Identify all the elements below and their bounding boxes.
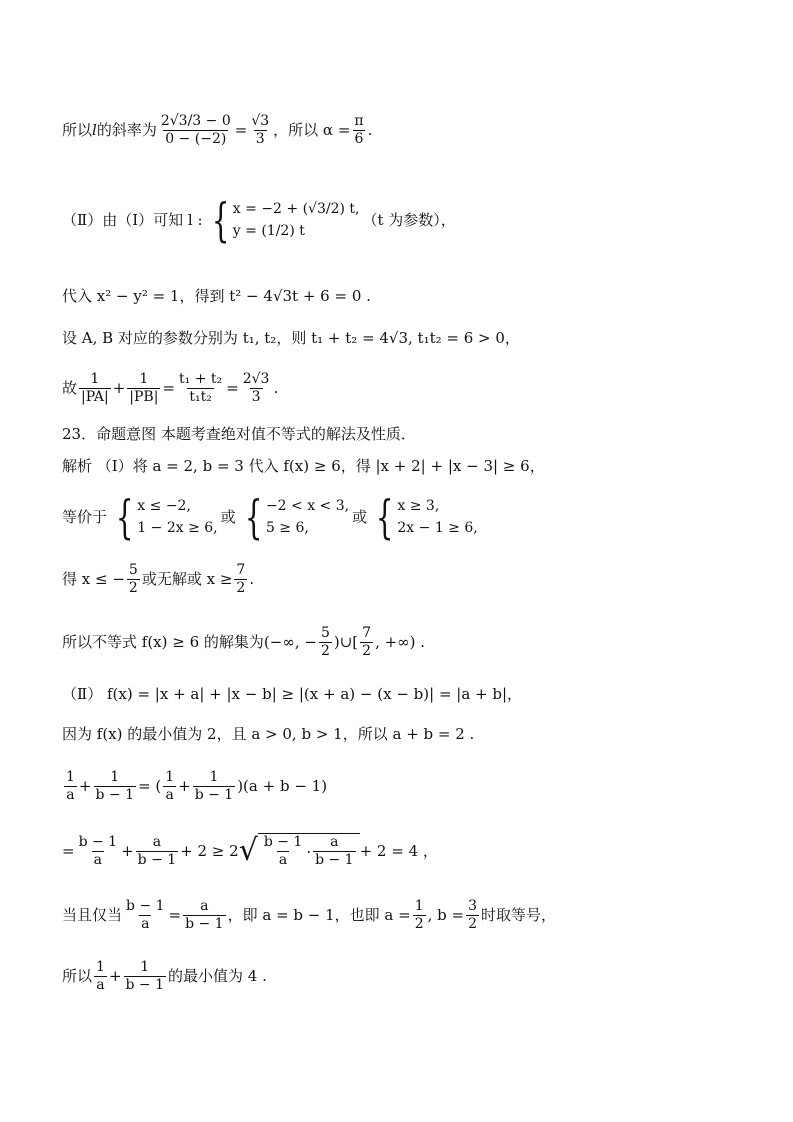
condition-prefix: 当且仅当: [62, 906, 123, 924]
end-period: .: [249, 570, 255, 588]
frac-den: 2: [362, 642, 372, 659]
system-2-rows: [266, 495, 349, 539]
slope-value-den: 3: [255, 130, 265, 147]
frac-num: b − 1: [126, 897, 165, 914]
slope-value-num: √3: [251, 112, 270, 129]
plus: +: [121, 842, 134, 860]
frac-num: 1: [66, 768, 75, 785]
final-prefix: 所以: [62, 967, 93, 985]
sqrt-expression: [239, 833, 360, 869]
system-3: [370, 490, 478, 544]
frac-1-a: [64, 769, 77, 804]
param-system: [206, 193, 360, 247]
frac-den: 2: [468, 915, 478, 932]
substitute-text: 代入 x² − y² = 1，得到 t² − 4√3t + 6 = 0 .: [62, 287, 371, 305]
alpha-value: [352, 113, 365, 148]
amgm-mid: + 2 ≥ 2: [180, 842, 239, 860]
frac-den: b − 1: [185, 915, 224, 932]
system-1-row-2: 1 − 2x ≥ 6,: [137, 520, 218, 536]
set-right: , +∞) .: [375, 633, 426, 651]
system-2-row-1: −2 < x < 3,: [265, 498, 350, 514]
solution-set: [62, 620, 425, 664]
frac-num: 1: [414, 897, 424, 914]
frac-den: 2: [414, 915, 424, 932]
brace-icon: {: [115, 490, 134, 544]
frac-t: [177, 371, 224, 406]
frac-t-den: t₁t₂: [189, 388, 212, 405]
sqrt-icon: √: [238, 833, 258, 868]
frac-pa-den: |PA|: [81, 388, 109, 405]
substitute-line: [62, 286, 371, 306]
minimum-line: [62, 724, 474, 744]
var-l: l: [92, 121, 97, 139]
frac-b1-a: [262, 834, 305, 869]
plus: +: [178, 777, 191, 795]
frac-num: 7: [362, 624, 372, 641]
frac-den: a: [141, 915, 150, 932]
system-3-rows: [397, 495, 477, 539]
frac-1-2: [413, 898, 426, 933]
frac-result-num: 2√3: [242, 370, 270, 387]
amgm-end: + 2 = 4 ，: [359, 842, 438, 860]
condition-end: 时取等号，: [481, 906, 557, 924]
system-row-y: y = (1/2) t: [232, 223, 305, 239]
final-end: 的最小值为 4 .: [168, 967, 267, 985]
expansion-end: )(a + b − 1): [237, 777, 328, 795]
frac-num: 1: [96, 958, 105, 975]
union-symbol: )∪[: [333, 633, 359, 651]
frac-den: a: [278, 852, 288, 868]
params-line: [62, 328, 520, 348]
frac-num: b − 1: [78, 833, 118, 850]
frac-pb-num: 1: [139, 370, 149, 387]
alpha-den: 6: [354, 130, 364, 147]
frac-den: a: [93, 851, 102, 868]
range-prefix: 得 x ≤ −: [62, 570, 125, 588]
frac-a-b1: [136, 834, 179, 869]
frac-num: b − 1: [263, 834, 303, 850]
frac-1-a: [94, 959, 107, 994]
frac-a-b1: [313, 834, 356, 869]
equals: =: [168, 906, 182, 924]
slope-line: [62, 102, 372, 158]
frac-num: a: [152, 833, 162, 850]
frac-num: 1: [140, 958, 150, 975]
equals: =: [234, 121, 248, 139]
system-1-rows: [137, 495, 217, 539]
frac-num: 3: [468, 897, 478, 914]
alpha-text: ，所以 α =: [273, 121, 351, 139]
slope-num: 2√3/3 − 0: [160, 112, 231, 129]
frac-b1-a: [124, 898, 167, 933]
frac-den: 2: [128, 579, 138, 596]
set-prefix: 所以不等式 f(x) ≥ 6 的解集为: [62, 633, 264, 651]
text-middle: 的斜率为: [96, 121, 157, 139]
or-text: 或: [220, 508, 236, 526]
slope-den: 0 − (−2): [165, 130, 227, 147]
frac-1-a: [163, 769, 176, 804]
params-text: 设 A, B 对应的参数分别为 t₁, t₂，则 t₁ + t₂ = 4√3, t₁t₂ = 6 > 0，: [62, 329, 520, 347]
range-mid: 或无解或 x ≥: [141, 570, 233, 588]
system-rows: [233, 198, 360, 242]
frac-1-b1: [193, 769, 236, 804]
system-1: [110, 490, 218, 544]
system-3-row-2: 2x − 1 ≥ 6,: [397, 520, 478, 536]
frac-a-b1: [183, 898, 226, 933]
equals-paren: = (: [138, 777, 162, 795]
dot: ·: [306, 842, 312, 861]
expansion-line: [62, 764, 327, 808]
amgm-line: [62, 828, 438, 874]
frac-den: b − 1: [137, 851, 177, 868]
set-left: (−∞, −: [263, 633, 317, 651]
param-suffix: （t 为参数），: [362, 211, 456, 229]
end-period: .: [367, 121, 373, 139]
brace-icon: {: [375, 490, 394, 544]
equals: =: [162, 379, 176, 397]
frac-num: a: [330, 834, 339, 850]
system-1-row-1: x ≤ −2,: [137, 498, 191, 514]
system-2-row-2: 5 ≥ 6,: [265, 520, 309, 536]
condition-mid2: , b =: [427, 906, 465, 924]
equivalent-systems: [62, 492, 481, 542]
frac-5-2: [319, 625, 332, 660]
part2-text: （Ⅱ） f(x) = |x + a| + |x − b| ≥ |(x + a) − (x − b)| = |a + b|，: [62, 685, 523, 703]
heading-text: 23．命题意图 本题考查绝对值不等式的解法及性质．: [62, 425, 416, 443]
plus: +: [108, 967, 122, 985]
frac-den: 2: [320, 642, 330, 659]
problem-23-heading: [62, 424, 416, 444]
equals: =: [62, 842, 75, 860]
frac-num: 1: [165, 768, 175, 785]
solution-part1: [62, 456, 545, 476]
system-3-row-1: x ≥ 3,: [397, 498, 440, 514]
end-period: .: [273, 379, 279, 397]
frac-num: 7: [236, 561, 246, 578]
alpha-num: π: [354, 112, 364, 129]
frac-t-num: t₁ + t₂: [179, 370, 223, 387]
text-prefix: 所以: [62, 121, 93, 139]
frac-pb-den: |PB|: [129, 388, 159, 405]
equality-condition: [62, 892, 556, 938]
plus: +: [112, 379, 126, 397]
final-answer: [62, 954, 267, 998]
frac-pb: [127, 371, 160, 406]
or-text: 或: [352, 508, 368, 526]
minimum-text: 因为 f(x) 的最小值为 2，且 a > 0, b > 1，所以 a + b = 2 .: [62, 725, 475, 743]
frac-result: [241, 371, 272, 406]
frac-7-2: [234, 562, 247, 597]
part2-inequality: [62, 684, 522, 704]
frac-1-b1: [124, 959, 167, 994]
frac-7-2: [360, 625, 373, 660]
system-row-x: x = −2 + (√3/2) t,: [232, 201, 360, 217]
frac-pa-num: 1: [90, 370, 100, 387]
brace-icon: {: [244, 490, 263, 544]
frac-pa: [79, 371, 111, 406]
brace-icon: {: [211, 193, 229, 247]
frac-den: a: [96, 976, 105, 993]
frac-den: a: [165, 786, 174, 803]
frac-den: b − 1: [95, 786, 134, 803]
param-prefix: （Ⅱ）由（Ⅰ）可知 l :: [62, 211, 203, 229]
frac-5-2: [127, 562, 140, 597]
equiv-prefix: 等价于: [62, 508, 108, 526]
frac-1-b1: [94, 769, 137, 804]
frac-den: b − 1: [125, 976, 165, 993]
frac-num: 1: [209, 768, 219, 785]
slope-value: [249, 113, 271, 148]
system-2: [239, 490, 350, 544]
frac-result-den: 3: [251, 388, 261, 405]
frac-3-2: [466, 898, 479, 933]
plus: +: [78, 777, 92, 795]
equals-2: =: [226, 379, 239, 397]
frac-num: a: [200, 897, 209, 914]
frac-den: b − 1: [315, 852, 354, 868]
frac-den: 2: [236, 579, 246, 596]
conclusion-prefix: 故: [62, 379, 78, 397]
solution-range: [62, 558, 254, 600]
radicand: [258, 833, 360, 869]
frac-num: 5: [128, 561, 138, 578]
frac-den: b − 1: [194, 786, 234, 803]
conclusion-line: [62, 366, 278, 410]
frac-num: 1: [110, 768, 120, 785]
param-line: [62, 180, 456, 260]
solution-text: 解析 （Ⅰ）将 a = 2, b = 3 代入 f(x) ≥ 6，得 |x + 2| + |x − 3| ≥ 6，: [62, 457, 545, 475]
frac-b1-a: [77, 834, 120, 869]
frac-den: a: [66, 786, 75, 803]
slope-fraction: [159, 113, 233, 148]
condition-mid: ，即 a = b − 1，也即 a =: [227, 906, 411, 924]
frac-num: 5: [320, 624, 330, 641]
